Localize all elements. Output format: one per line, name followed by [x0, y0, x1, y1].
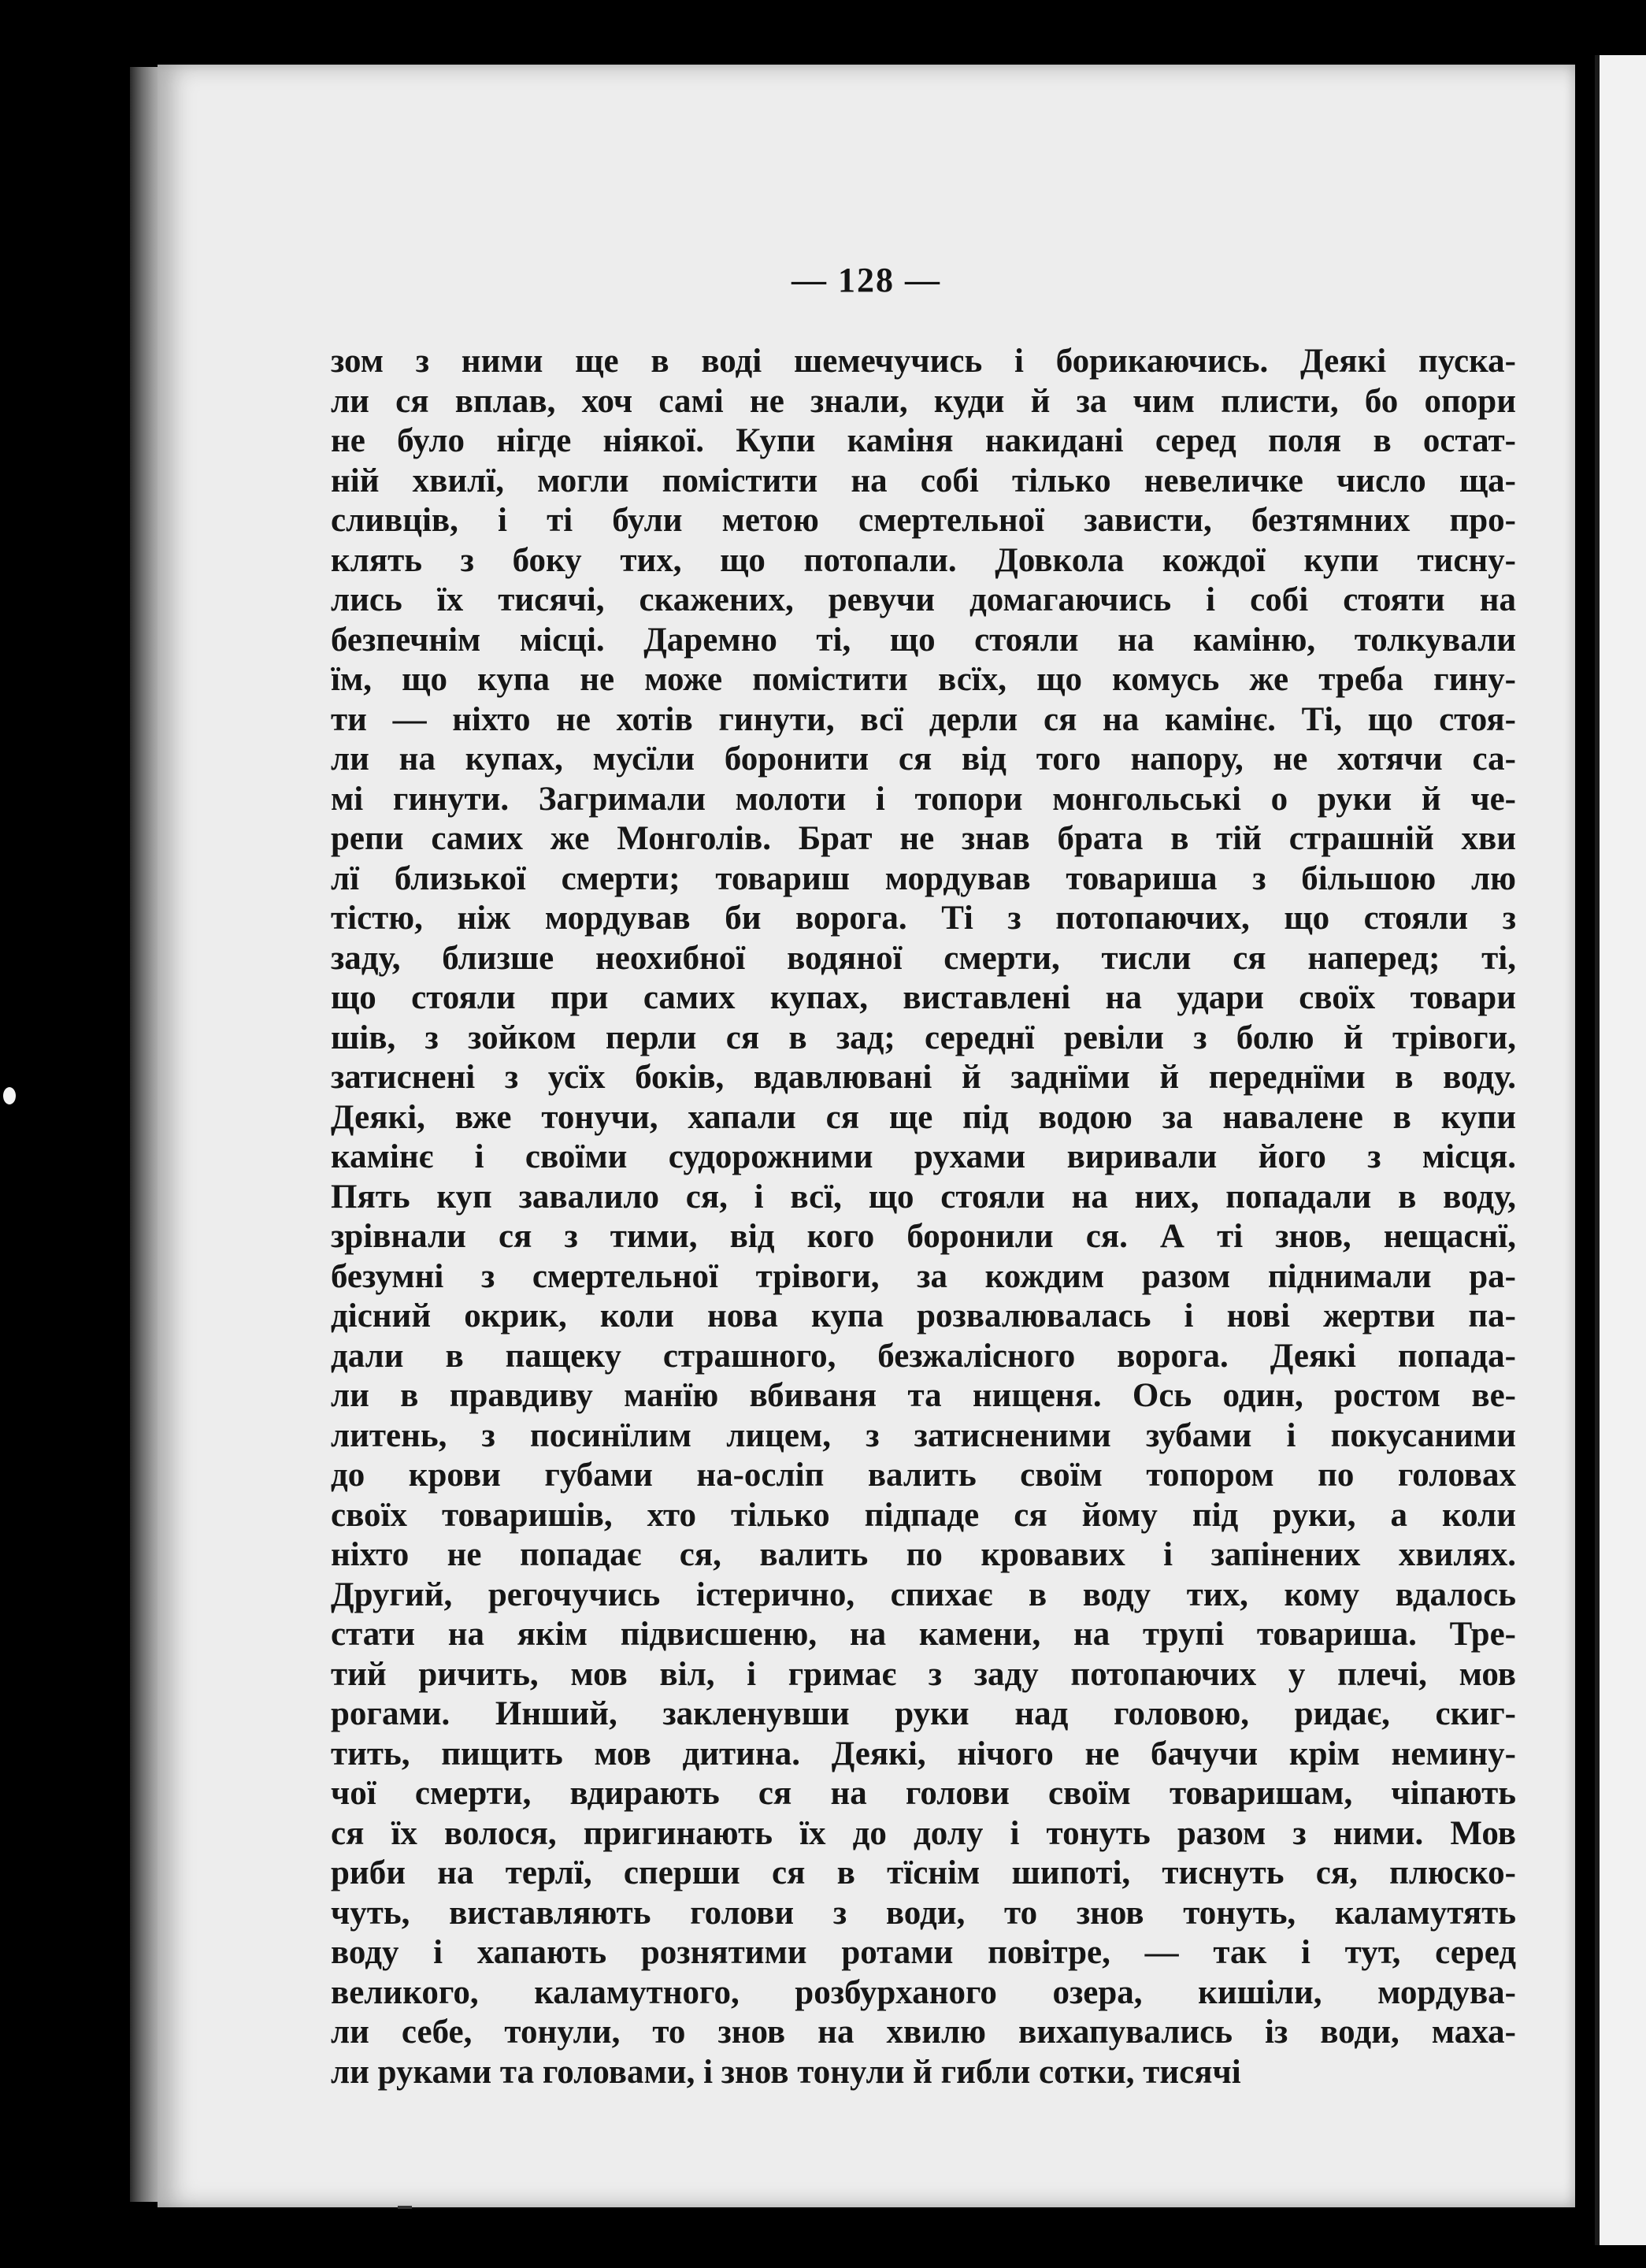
text-line: їм, що купа не може помістити всїх, що комусь же треба гину- [331, 661, 1516, 698]
text-line: ли в правдиву манїю вбиваня та нищеня. Ось один, ростом ве- [331, 1377, 1516, 1414]
text-line: сливців, і ті були метою смертельної зависти, безтямних про- [331, 502, 1516, 539]
text-line: безпечнім місці. Даремно ті, що стояли на каміню, толкували [331, 621, 1516, 659]
text-line: чуть, виставляють голови з води, то знов тонуть, каламутять [331, 1894, 1516, 1932]
text-line: рогами. Инший, закленувши руки над головою, ридає, скиг- [331, 1695, 1516, 1732]
text-line: Другий, регочучись істерично, спихає в воду тих, кому вдалось [331, 1576, 1516, 1613]
adjacent-page-edge [1595, 55, 1646, 2245]
text-line: ли себе, тонули, то знов на хвилю вихапувались із води, маха- [331, 2014, 1516, 2051]
text-line: затиснені з усїх боків, вдавлювані й заднїми й переднїми в воду. [331, 1059, 1516, 1096]
text-line: дісний окрик, коли нова купа розвалювалась і нові жертви па- [331, 1297, 1516, 1334]
text-line: тий ричить, мов віл, і гримає з заду потопаючих у плечі, мов [331, 1655, 1516, 1693]
text-line: великого, каламутного, розбурханого озера, кишіли, мордува- [331, 1973, 1516, 2011]
text-line: ли на купах, мусїли боронити ся від того напору, не хотячи са- [331, 741, 1516, 778]
text-line: стати на якім підвисшеню, на камени, на трупі товариша. Тре- [331, 1616, 1516, 1653]
scan-artifact-mark [398, 2206, 412, 2209]
text-line: ли руками та головами, і знов тонули й гибли сотки, тисячі [331, 2053, 1241, 2091]
text-line: зом з ними ще в воді шемечучись і борикаючись. Деякі пуска- [331, 343, 1516, 380]
text-line: литень, з посинїлим лицем, з затисненими зубами і покусаними [331, 1416, 1516, 1454]
text-line: ній хвилї, могли помістити на собі тілько невеличке число ща- [331, 462, 1516, 499]
text-line: що стояли при самих купах, виставлені на удари своїх товари [331, 979, 1516, 1016]
text-line: до крови губами на-осліп валить своїм топором по головах [331, 1457, 1516, 1494]
text-line: лись їх тисячі, скажених, ревучи домагаючись і собі стояти на [331, 581, 1516, 618]
text-line: тить, пищить мов дитина. Деякі, нічого не бачучи крім немину- [331, 1735, 1516, 1772]
text-line: зрівнали ся з тими, від кого боронили ся. А ті знов, нещаснї, [331, 1218, 1516, 1255]
text-line: безумні з смертельної трівоги, за кождим разом піднимали ра- [331, 1257, 1516, 1295]
text-line: риби на терлї, сперши ся в тїснім шипоті, тиснуть ся, плюско- [331, 1854, 1516, 1891]
text-line: ся їх волося, пригинають їх до долу і тонуть разом з ними. Мов [331, 1814, 1516, 1852]
text-line: шів, з зойком перли ся в зад; середнї ревіли з болю й трівоги, [331, 1019, 1516, 1056]
page-number: — 128 — [791, 261, 941, 299]
text-line: репи самих же Монголів. Брат не знав брата в тій страшній хви [331, 820, 1516, 857]
text-line: не було нігде ніякої. Купи каміня накидані серед поля в остат- [331, 422, 1516, 459]
text-line: мі гинути. Загримали молоти і топори монгольські о руки й че- [331, 780, 1516, 818]
scan-artifact-dot [3, 1087, 16, 1104]
text-line: ти — ніхто не хотів гинути, всї дерли ся на камінє. Ті, що стоя- [331, 700, 1516, 738]
text-line: ли ся вплав, хоч самі не знали, куди й за чим плисти, бо опори [331, 382, 1516, 420]
text-line: заду, близше неохибної водяної смерти, тисли ся наперед; ті, [331, 939, 1516, 977]
text-line: камінє і своїми судорожними рухами виривали його з місця. [331, 1138, 1516, 1175]
text-line: ніхто не попадає ся, валить по кровавих і запінених хвилях. [331, 1536, 1516, 1573]
text-line: клять з боку тих, що потопали. Довкола кождої купи тисну- [331, 541, 1516, 579]
text-line: дали в пащеку страшного, безжалісного ворога. Деякі попада- [331, 1337, 1516, 1375]
text-line: Деякі, вже тонучи, хапали ся ще під водою за навалене в купи [331, 1098, 1516, 1136]
text-line: воду і хапають рознятими ротами повітре, — так і тут, серед [331, 1934, 1516, 1971]
text-line: своїх товаришів, хто тілько підпаде ся йому під руки, а коли [331, 1496, 1516, 1534]
text-line: лї близької смерти; товариш мордував товариша з більшою лю [331, 859, 1516, 897]
text-line: чої смерти, вдирають ся на голови своїм товаришам, чіпають [331, 1775, 1516, 1812]
text-line: Пять куп завалило ся, і всї, що стояли на них, попадали в воду, [331, 1178, 1516, 1216]
text-line: тістю, ніж мордував би ворога. Ті з потопаючих, що стояли з [331, 900, 1516, 937]
body-text [331, 342, 1516, 2092]
